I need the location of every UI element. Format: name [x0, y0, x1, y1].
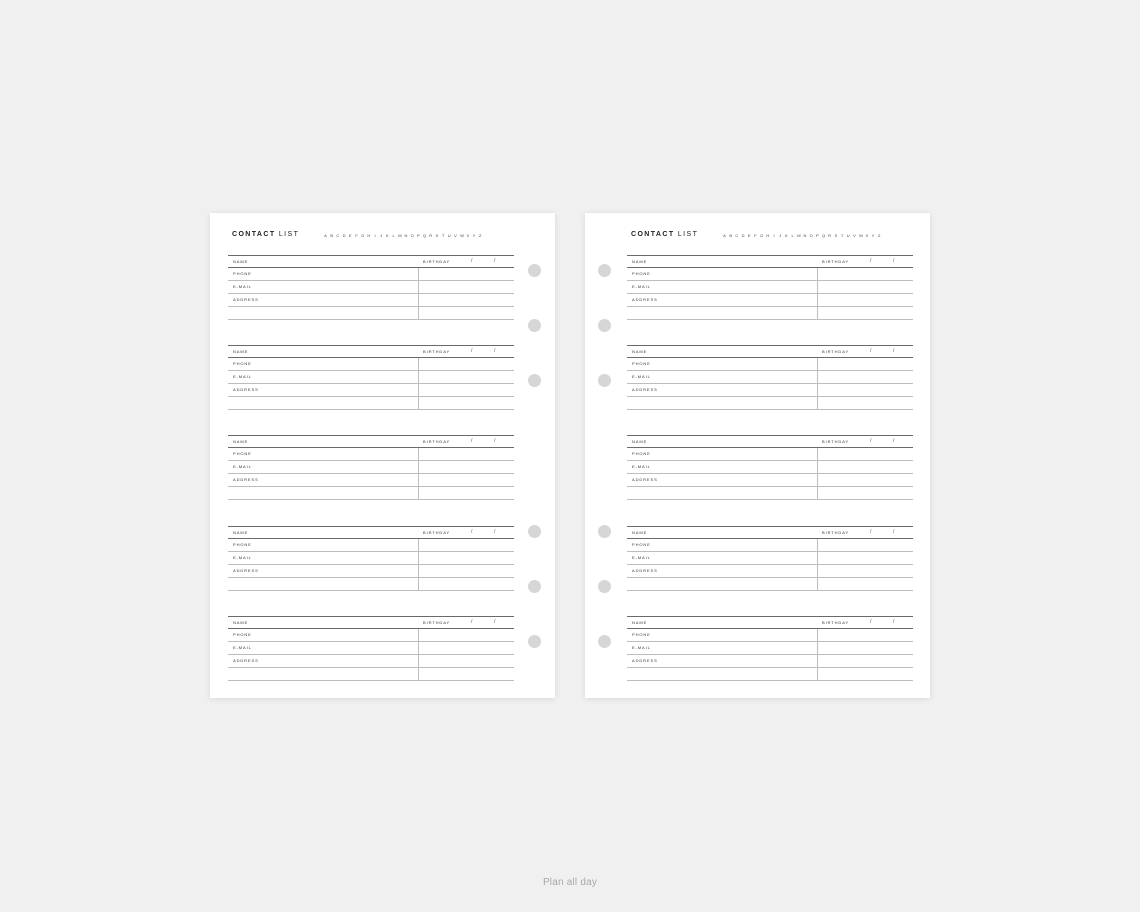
email-label: E-MAIL: [233, 374, 252, 379]
binder-hole: [598, 635, 611, 648]
phone-label: PHONE: [233, 361, 252, 366]
alphabet-letter[interactable]: B: [729, 233, 733, 238]
phone-label: PHONE: [233, 271, 252, 276]
column-divider: [817, 448, 818, 500]
email-label: E-MAIL: [233, 555, 252, 560]
column-divider: [817, 629, 818, 681]
name-label: NAME: [233, 259, 249, 264]
alphabet-letter[interactable]: E: [348, 233, 352, 238]
date-separator: /: [471, 258, 473, 264]
phone-row[interactable]: [627, 268, 913, 281]
date-separator: /: [471, 438, 473, 444]
page-title: CONTACT LIST: [232, 231, 300, 238]
email-row[interactable]: [228, 371, 514, 384]
alphabet-letter[interactable]: X: [466, 233, 470, 238]
blank-row[interactable]: [228, 487, 514, 500]
name-label: NAME: [632, 620, 648, 625]
phone-row[interactable]: [228, 268, 514, 281]
alphabet-letter[interactable]: A: [324, 233, 327, 238]
alphabet-letter[interactable]: B: [330, 233, 334, 238]
address-row[interactable]: [627, 384, 913, 397]
email-label: E-MAIL: [632, 555, 651, 560]
alphabet-letter[interactable]: K: [785, 233, 788, 238]
alphabet-letter[interactable]: P: [815, 233, 819, 238]
binder-hole: [598, 580, 611, 593]
date-separator: /: [893, 438, 895, 444]
column-divider: [418, 358, 419, 410]
alphabet-letter[interactable]: H: [367, 233, 371, 238]
email-row[interactable]: [627, 281, 913, 294]
address-row[interactable]: [228, 474, 514, 487]
page-title: CONTACT LIST: [631, 231, 699, 238]
address-label: ADDRESS: [233, 297, 259, 302]
alphabet-letter[interactable]: M: [398, 233, 402, 238]
binder-hole: [528, 525, 541, 538]
birthday-label: BIRTHDAY: [822, 530, 850, 535]
email-label: E-MAIL: [233, 464, 252, 469]
column-divider: [817, 358, 818, 410]
alphabet-letter[interactable]: G: [361, 233, 365, 238]
binder-hole: [598, 525, 611, 538]
address-row[interactable]: [627, 474, 913, 487]
email-row[interactable]: [228, 642, 514, 655]
phone-label: PHONE: [632, 361, 651, 366]
phone-row[interactable]: [228, 539, 514, 552]
name-label: NAME: [632, 349, 648, 354]
phone-label: PHONE: [233, 632, 252, 637]
address-row[interactable]: [228, 384, 514, 397]
binder-hole: [598, 264, 611, 277]
contact-entry: [627, 435, 913, 500]
alphabet-letter[interactable]: I: [374, 233, 376, 238]
date-separator: /: [471, 348, 473, 354]
blank-row[interactable]: [228, 578, 514, 591]
blank-row[interactable]: [627, 668, 913, 681]
alphabet-letter[interactable]: D: [342, 233, 346, 238]
alphabet-letter[interactable]: G: [760, 233, 764, 238]
alphabet-letter[interactable]: X: [865, 233, 869, 238]
alphabet-letter[interactable]: R: [429, 233, 433, 238]
alphabet-index: [723, 233, 881, 238]
phone-label: PHONE: [632, 542, 651, 547]
binder-hole: [528, 374, 541, 387]
blank-row[interactable]: [228, 307, 514, 320]
alphabet-letter[interactable]: J: [380, 233, 383, 238]
alphabet-letter[interactable]: Z: [478, 233, 482, 238]
address-label: ADDRESS: [632, 297, 658, 302]
name-row[interactable]: [627, 345, 913, 358]
contact-entry: [627, 616, 913, 681]
alphabet-letter[interactable]: Y: [871, 233, 875, 238]
contact-entry: [228, 345, 514, 410]
binder-hole: [528, 319, 541, 332]
binder-hole: [528, 580, 541, 593]
binder-hole: [528, 264, 541, 277]
email-label: E-MAIL: [632, 374, 651, 379]
name-row[interactable]: [627, 435, 913, 448]
address-row[interactable]: [228, 294, 514, 307]
address-label: ADDRESS: [233, 658, 259, 663]
alphabet-letter[interactable]: U: [846, 233, 850, 238]
address-label: ADDRESS: [233, 477, 259, 482]
phone-row[interactable]: [228, 629, 514, 642]
name-label: NAME: [233, 349, 249, 354]
column-divider: [418, 539, 419, 591]
birthday-label: BIRTHDAY: [822, 349, 850, 354]
date-separator: /: [494, 438, 496, 444]
contact-entry: [627, 345, 913, 410]
phone-label: PHONE: [632, 271, 651, 276]
birthday-label: BIRTHDAY: [822, 259, 850, 264]
phone-row[interactable]: [228, 448, 514, 461]
date-separator: /: [893, 529, 895, 535]
phone-label: PHONE: [632, 451, 651, 456]
email-row[interactable]: [627, 371, 913, 384]
name-row[interactable]: [627, 526, 913, 539]
birthday-label: BIRTHDAY: [423, 259, 451, 264]
column-divider: [418, 448, 419, 500]
date-separator: /: [870, 258, 872, 264]
alphabet-letter[interactable]: T: [441, 233, 445, 238]
phone-label: PHONE: [233, 451, 252, 456]
column-divider: [418, 268, 419, 320]
date-separator: /: [471, 619, 473, 625]
alphabet-letter[interactable]: W: [859, 233, 863, 238]
date-separator: /: [494, 529, 496, 535]
column-divider: [817, 268, 818, 320]
address-label: ADDRESS: [632, 477, 658, 482]
alphabet-letter[interactable]: F: [754, 233, 757, 238]
address-label: ADDRESS: [233, 568, 259, 573]
alphabet-letter[interactable]: I: [773, 233, 775, 238]
address-row[interactable]: [627, 565, 913, 578]
address-row[interactable]: [627, 655, 913, 668]
name-row[interactable]: [228, 255, 514, 268]
alphabet-letter[interactable]: A: [723, 233, 726, 238]
email-label: E-MAIL: [632, 464, 651, 469]
alphabet-letter[interactable]: P: [416, 233, 420, 238]
date-separator: /: [494, 348, 496, 354]
date-separator: /: [471, 529, 473, 535]
address-label: ADDRESS: [632, 658, 658, 663]
date-separator: /: [870, 438, 872, 444]
email-label: E-MAIL: [233, 645, 252, 650]
phone-row[interactable]: [627, 629, 913, 642]
address-row[interactable]: [228, 565, 514, 578]
email-label: E-MAIL: [632, 284, 651, 289]
name-label: NAME: [632, 439, 648, 444]
alphabet-letter[interactable]: R: [828, 233, 832, 238]
alphabet-letter[interactable]: S: [435, 233, 439, 238]
planner-page-right: [585, 213, 930, 698]
alphabet-letter[interactable]: E: [747, 233, 751, 238]
name-row[interactable]: [228, 526, 514, 539]
alphabet-letter[interactable]: Z: [877, 233, 881, 238]
phone-row[interactable]: [627, 358, 913, 371]
alphabet-index: [324, 233, 482, 238]
name-label: NAME: [233, 620, 249, 625]
email-row[interactable]: [228, 461, 514, 474]
email-row[interactable]: [228, 552, 514, 565]
name-label: NAME: [233, 439, 249, 444]
column-divider: [418, 629, 419, 681]
date-separator: /: [893, 619, 895, 625]
planner-page-left: [210, 213, 555, 698]
name-label: NAME: [632, 259, 648, 264]
date-separator: /: [494, 258, 496, 264]
alphabet-letter[interactable]: N: [404, 233, 408, 238]
date-separator: /: [893, 348, 895, 354]
birthday-label: BIRTHDAY: [423, 620, 451, 625]
email-row[interactable]: [627, 552, 913, 565]
contact-entry: [627, 526, 913, 591]
email-row[interactable]: [228, 281, 514, 294]
address-label: ADDRESS: [632, 568, 658, 573]
date-separator: /: [870, 619, 872, 625]
alphabet-letter[interactable]: S: [834, 233, 838, 238]
alphabet-letter[interactable]: U: [447, 233, 451, 238]
name-row[interactable]: [228, 345, 514, 358]
blank-row[interactable]: [627, 307, 913, 320]
binder-hole: [598, 374, 611, 387]
phone-row[interactable]: [627, 539, 913, 552]
contact-entry: [228, 616, 514, 681]
phone-row[interactable]: [627, 448, 913, 461]
name-row[interactable]: [228, 616, 514, 629]
contact-entry: [228, 435, 514, 500]
name-label: NAME: [632, 530, 648, 535]
date-separator: /: [870, 529, 872, 535]
alphabet-letter[interactable]: H: [766, 233, 770, 238]
alphabet-letter[interactable]: Q: [822, 233, 826, 238]
blank-row[interactable]: [627, 578, 913, 591]
alphabet-letter[interactable]: T: [840, 233, 844, 238]
alphabet-letter[interactable]: M: [797, 233, 801, 238]
contact-entry: [228, 255, 514, 320]
email-row[interactable]: [627, 642, 913, 655]
name-row[interactable]: [627, 255, 913, 268]
column-divider: [817, 539, 818, 591]
binder-hole: [528, 635, 541, 648]
date-separator: /: [893, 258, 895, 264]
name-row[interactable]: [228, 435, 514, 448]
contact-entry: [627, 255, 913, 320]
date-separator: /: [494, 619, 496, 625]
alphabet-letter[interactable]: O: [809, 233, 813, 238]
alphabet-letter[interactable]: J: [779, 233, 782, 238]
address-label: ADDRESS: [632, 387, 658, 392]
alphabet-letter[interactable]: C: [336, 233, 340, 238]
phone-label: PHONE: [632, 632, 651, 637]
footer-caption: Plan all day: [542, 877, 598, 888]
birthday-label: BIRTHDAY: [423, 439, 451, 444]
alphabet-letter[interactable]: W: [460, 233, 464, 238]
phone-label: PHONE: [233, 542, 252, 547]
alphabet-letter[interactable]: V: [454, 233, 457, 238]
name-row[interactable]: [627, 616, 913, 629]
blank-row[interactable]: [627, 487, 913, 500]
email-label: E-MAIL: [632, 645, 651, 650]
blank-row[interactable]: [228, 397, 514, 410]
alphabet-letter[interactable]: N: [803, 233, 807, 238]
birthday-label: BIRTHDAY: [423, 349, 451, 354]
alphabet-letter[interactable]: F: [355, 233, 358, 238]
alphabet-letter[interactable]: Q: [423, 233, 427, 238]
email-row[interactable]: [627, 461, 913, 474]
alphabet-letter[interactable]: V: [853, 233, 856, 238]
birthday-label: BIRTHDAY: [822, 439, 850, 444]
alphabet-letter[interactable]: L: [392, 233, 395, 238]
contact-entry: [228, 526, 514, 591]
address-row[interactable]: [228, 655, 514, 668]
birthday-label: BIRTHDAY: [822, 620, 850, 625]
alphabet-letter[interactable]: D: [741, 233, 745, 238]
alphabet-letter[interactable]: C: [735, 233, 739, 238]
alphabet-letter[interactable]: L: [791, 233, 794, 238]
name-label: NAME: [233, 530, 249, 535]
phone-row[interactable]: [228, 358, 514, 371]
alphabet-letter[interactable]: Y: [472, 233, 476, 238]
address-label: ADDRESS: [233, 387, 259, 392]
blank-row[interactable]: [228, 668, 514, 681]
alphabet-letter[interactable]: O: [410, 233, 414, 238]
binder-hole: [598, 319, 611, 332]
email-label: E-MAIL: [233, 284, 252, 289]
address-row[interactable]: [627, 294, 913, 307]
blank-row[interactable]: [627, 397, 913, 410]
alphabet-letter[interactable]: K: [386, 233, 389, 238]
birthday-label: BIRTHDAY: [423, 530, 451, 535]
date-separator: /: [870, 348, 872, 354]
